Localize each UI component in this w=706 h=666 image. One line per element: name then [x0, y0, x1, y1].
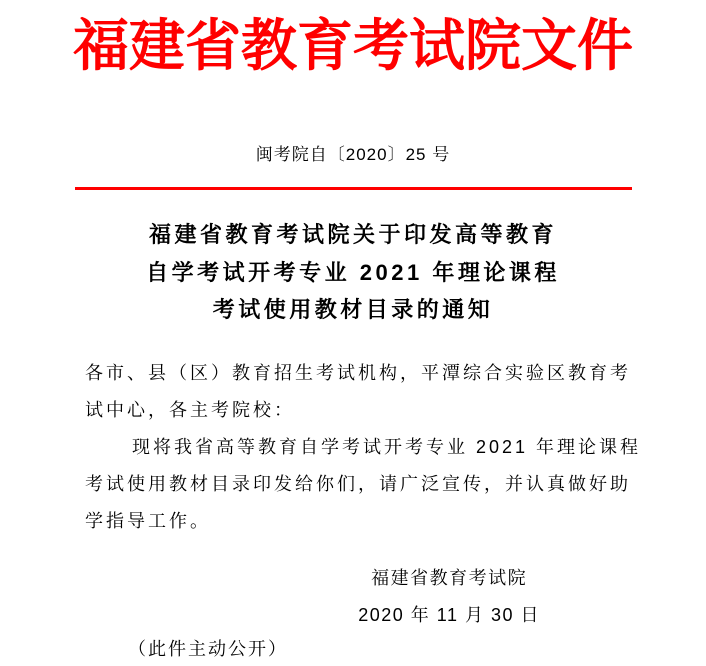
body-paragraph-line-1: 现将我省高等教育自学考试开考专业 2021 年理论课程: [132, 436, 642, 457]
notice-title-line-2: 自学考试开考专业 2021 年理论课程: [146, 259, 560, 285]
body-paragraph-line-2: 考试使用教材目录印发给你们，请广泛宣传，并认真做好助: [85, 473, 631, 494]
document-reference-number: 闽考院自〔2020〕25 号: [255, 145, 451, 164]
salutation-line-1: 各市、县（区）教育招生考试机构，平潭综合实验区教育考: [85, 362, 631, 383]
body-paragraph-line-3: 学指导工作。: [85, 510, 211, 531]
notice-title-line-3: 考试使用教材目录的通知: [212, 297, 494, 322]
notice-title-line-1: 福建省教育考试院关于印发高等教育: [148, 222, 557, 247]
official-document-page: [0, 14, 706, 666]
signature-block: [358, 560, 540, 634]
notice-title: [0, 216, 706, 329]
signature-date: 2020 年 11 月 30 日: [358, 604, 540, 625]
agency-masthead-title: 福建省教育考试院文件: [73, 16, 633, 78]
public-disclosure-note: （此件主动公开）: [128, 638, 288, 659]
salutation-line-2: 试中心，各主考院校：: [85, 399, 295, 420]
signature-organization: 福建省教育考试院: [371, 567, 528, 588]
notice-body: [85, 355, 642, 540]
red-divider-line: [75, 187, 632, 190]
